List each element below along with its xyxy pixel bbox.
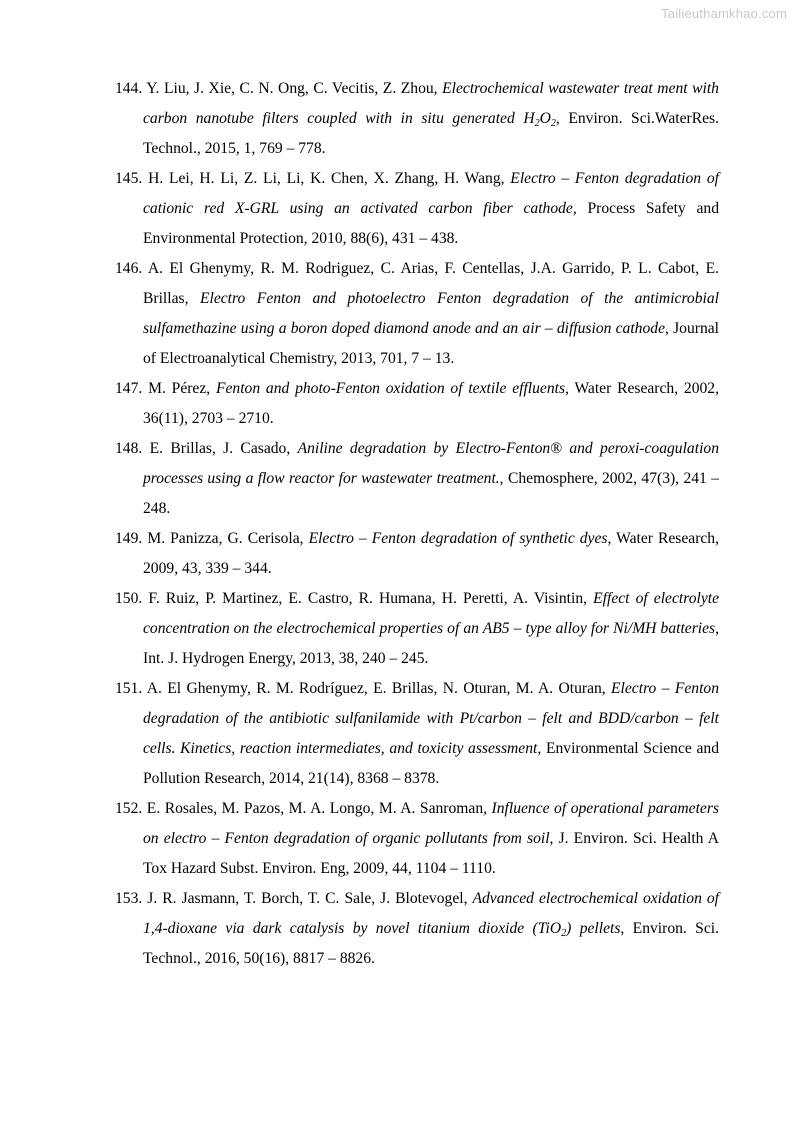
reference-number: 149.: [115, 530, 143, 547]
reference-title-text: Influence of operational parameters on electro – Fenton degradation of organic pollutants from soil: [143, 800, 719, 847]
reference-number: 151.: [115, 680, 143, 697]
reference-number: 144.: [115, 80, 143, 97]
reference-text: A. El Ghenymy, R. M. Rodríguez, E. Brillas, N. Oturan, M. A. Oturan,: [146, 680, 612, 697]
reference-title-text: Electro Fenton and photoelectro Fenton degradation of the antimicrobial sulfamethazine using a boron doped diamond anode and an air – diffusion cathode: [143, 290, 719, 337]
reference-text: , Environ. Sci. Technol., 2016, 50(16), 8817 – 8826.: [143, 920, 719, 967]
reference-number: 150.: [115, 590, 143, 607]
reference-item: [115, 254, 719, 374]
reference-text: A. El Ghenymy, R. M. Rodriguez, C. Arias, F. Centellas, J.A. Garrido, P. L. Cabot, E. Brillas,: [143, 260, 719, 307]
reference-title-text: Aniline degradation by Electro-Fenton® and peroxi-coagulation processes using a flow reactor for wastewater treatment.,: [143, 440, 719, 487]
reference-text: M. Panizza, G. Cerisola,: [147, 530, 309, 547]
reference-title-text: Electro – Fenton degradation of cationic red X-GRL using an activated carbon fiber cathode,: [143, 170, 719, 217]
reference-title-text: 2: [561, 928, 567, 939]
reference-title-text: 2: [534, 118, 540, 129]
reference-text: 2010, 88(6), 431 – 438.: [307, 230, 459, 247]
reference-text: Chemosphere, 2002, 47(3), 241 – 248.: [143, 470, 719, 517]
reference-item: [115, 794, 719, 884]
reference-number: 147.: [115, 380, 143, 397]
reference-item: [115, 524, 719, 584]
reference-text: Y. Liu, J. Xie, C. N. Ong, C. Vecitis, Z. Zhou,: [146, 80, 443, 97]
reference-text: , Environmental Science and Pollution Research, 2014, 21(14), 8368 – 8378.: [143, 740, 719, 787]
watermark: Tailieuthamkhao.com: [661, 6, 787, 21]
reference-item: [115, 434, 719, 524]
reference-title-text: ,: [303, 230, 308, 247]
reference-list: [115, 74, 719, 974]
reference-text: , Water Research, 2009, 43, 339 – 344.: [143, 530, 719, 577]
reference-title-text: Fenton and photo-Fenton oxidation of textile effluents,: [215, 380, 569, 397]
reference-text: J. R. Jasmann, T. Borch, T. C. Sale, J. Blotevogel,: [147, 890, 473, 907]
reference-text: , J. Environ. Sci. Health A Tox Hazard Subst. Environ. Eng, 2009, 44, 1104 – 1110.: [143, 830, 719, 877]
reference-item: [115, 674, 719, 794]
reference-item: [115, 164, 719, 254]
reference-text: Water Research, 2002, 36(11), 2703 – 2710.: [143, 380, 719, 427]
reference-item: [115, 74, 719, 164]
reference-number: 146.: [115, 260, 143, 277]
reference-title-text: Electrochemical wastewater treat ment with carbon nanotube filters coupled with in situ generated H: [143, 80, 719, 127]
reference-title-text: Effect of electrolyte concentration on the electrochemical properties of an AB5 – type alloy for Ni/MH batteries: [143, 590, 720, 637]
reference-number: 145.: [115, 170, 143, 187]
reference-text: E. Rosales, M. Pazos, M. A. Longo, M. A. Sanroman,: [146, 800, 492, 817]
reference-item: [115, 374, 719, 434]
reference-text: H. Lei, H. Li, Z. Li, Li, K. Chen, X. Zhang, H. Wang,: [148, 170, 511, 187]
reference-title-text: O: [539, 110, 551, 127]
reference-text: , Journal of Electroanalytical Chemistry, 2013, 701, 7 – 13.: [143, 320, 720, 367]
reference-item: [115, 884, 719, 974]
reference-text: , Int. J. Hydrogen Energy, 2013, 38, 240 – 245.: [143, 620, 719, 667]
reference-item: [115, 584, 719, 674]
reference-title-text: ) pellets: [566, 920, 621, 937]
reference-title-text: 2: [550, 118, 556, 129]
reference-text: F. Ruiz, P. Martinez, E. Castro, R. Humana, H. Peretti, A. Visintin,: [148, 590, 594, 607]
reference-number: 153.: [115, 890, 143, 907]
reference-title-text: Electro – Fenton degradation of the antibiotic sulfanilamide with Pt/carbon – felt and BDD/carbon – felt cells. Kinetics, reaction intermediates, and toxicity assessment: [143, 680, 719, 757]
reference-text: Process Safety and Environmental Protection: [143, 200, 719, 247]
reference-text: M. Pérez,: [148, 380, 216, 397]
reference-text: , Environ. Sci.WaterRes. Technol., 2015, 1, 769 – 778.: [143, 110, 719, 157]
reference-title-text: Advanced electrochemical oxidation of 1,4-dioxane via dark catalysis by novel titanium dioxide (TiO: [143, 890, 719, 937]
reference-number: 152.: [115, 800, 143, 817]
reference-title-text: Electro – Fenton degradation of synthetic dyes: [308, 530, 608, 547]
reference-text: E. Brillas, J. Casado,: [149, 440, 298, 457]
reference-number: 148.: [115, 440, 143, 457]
